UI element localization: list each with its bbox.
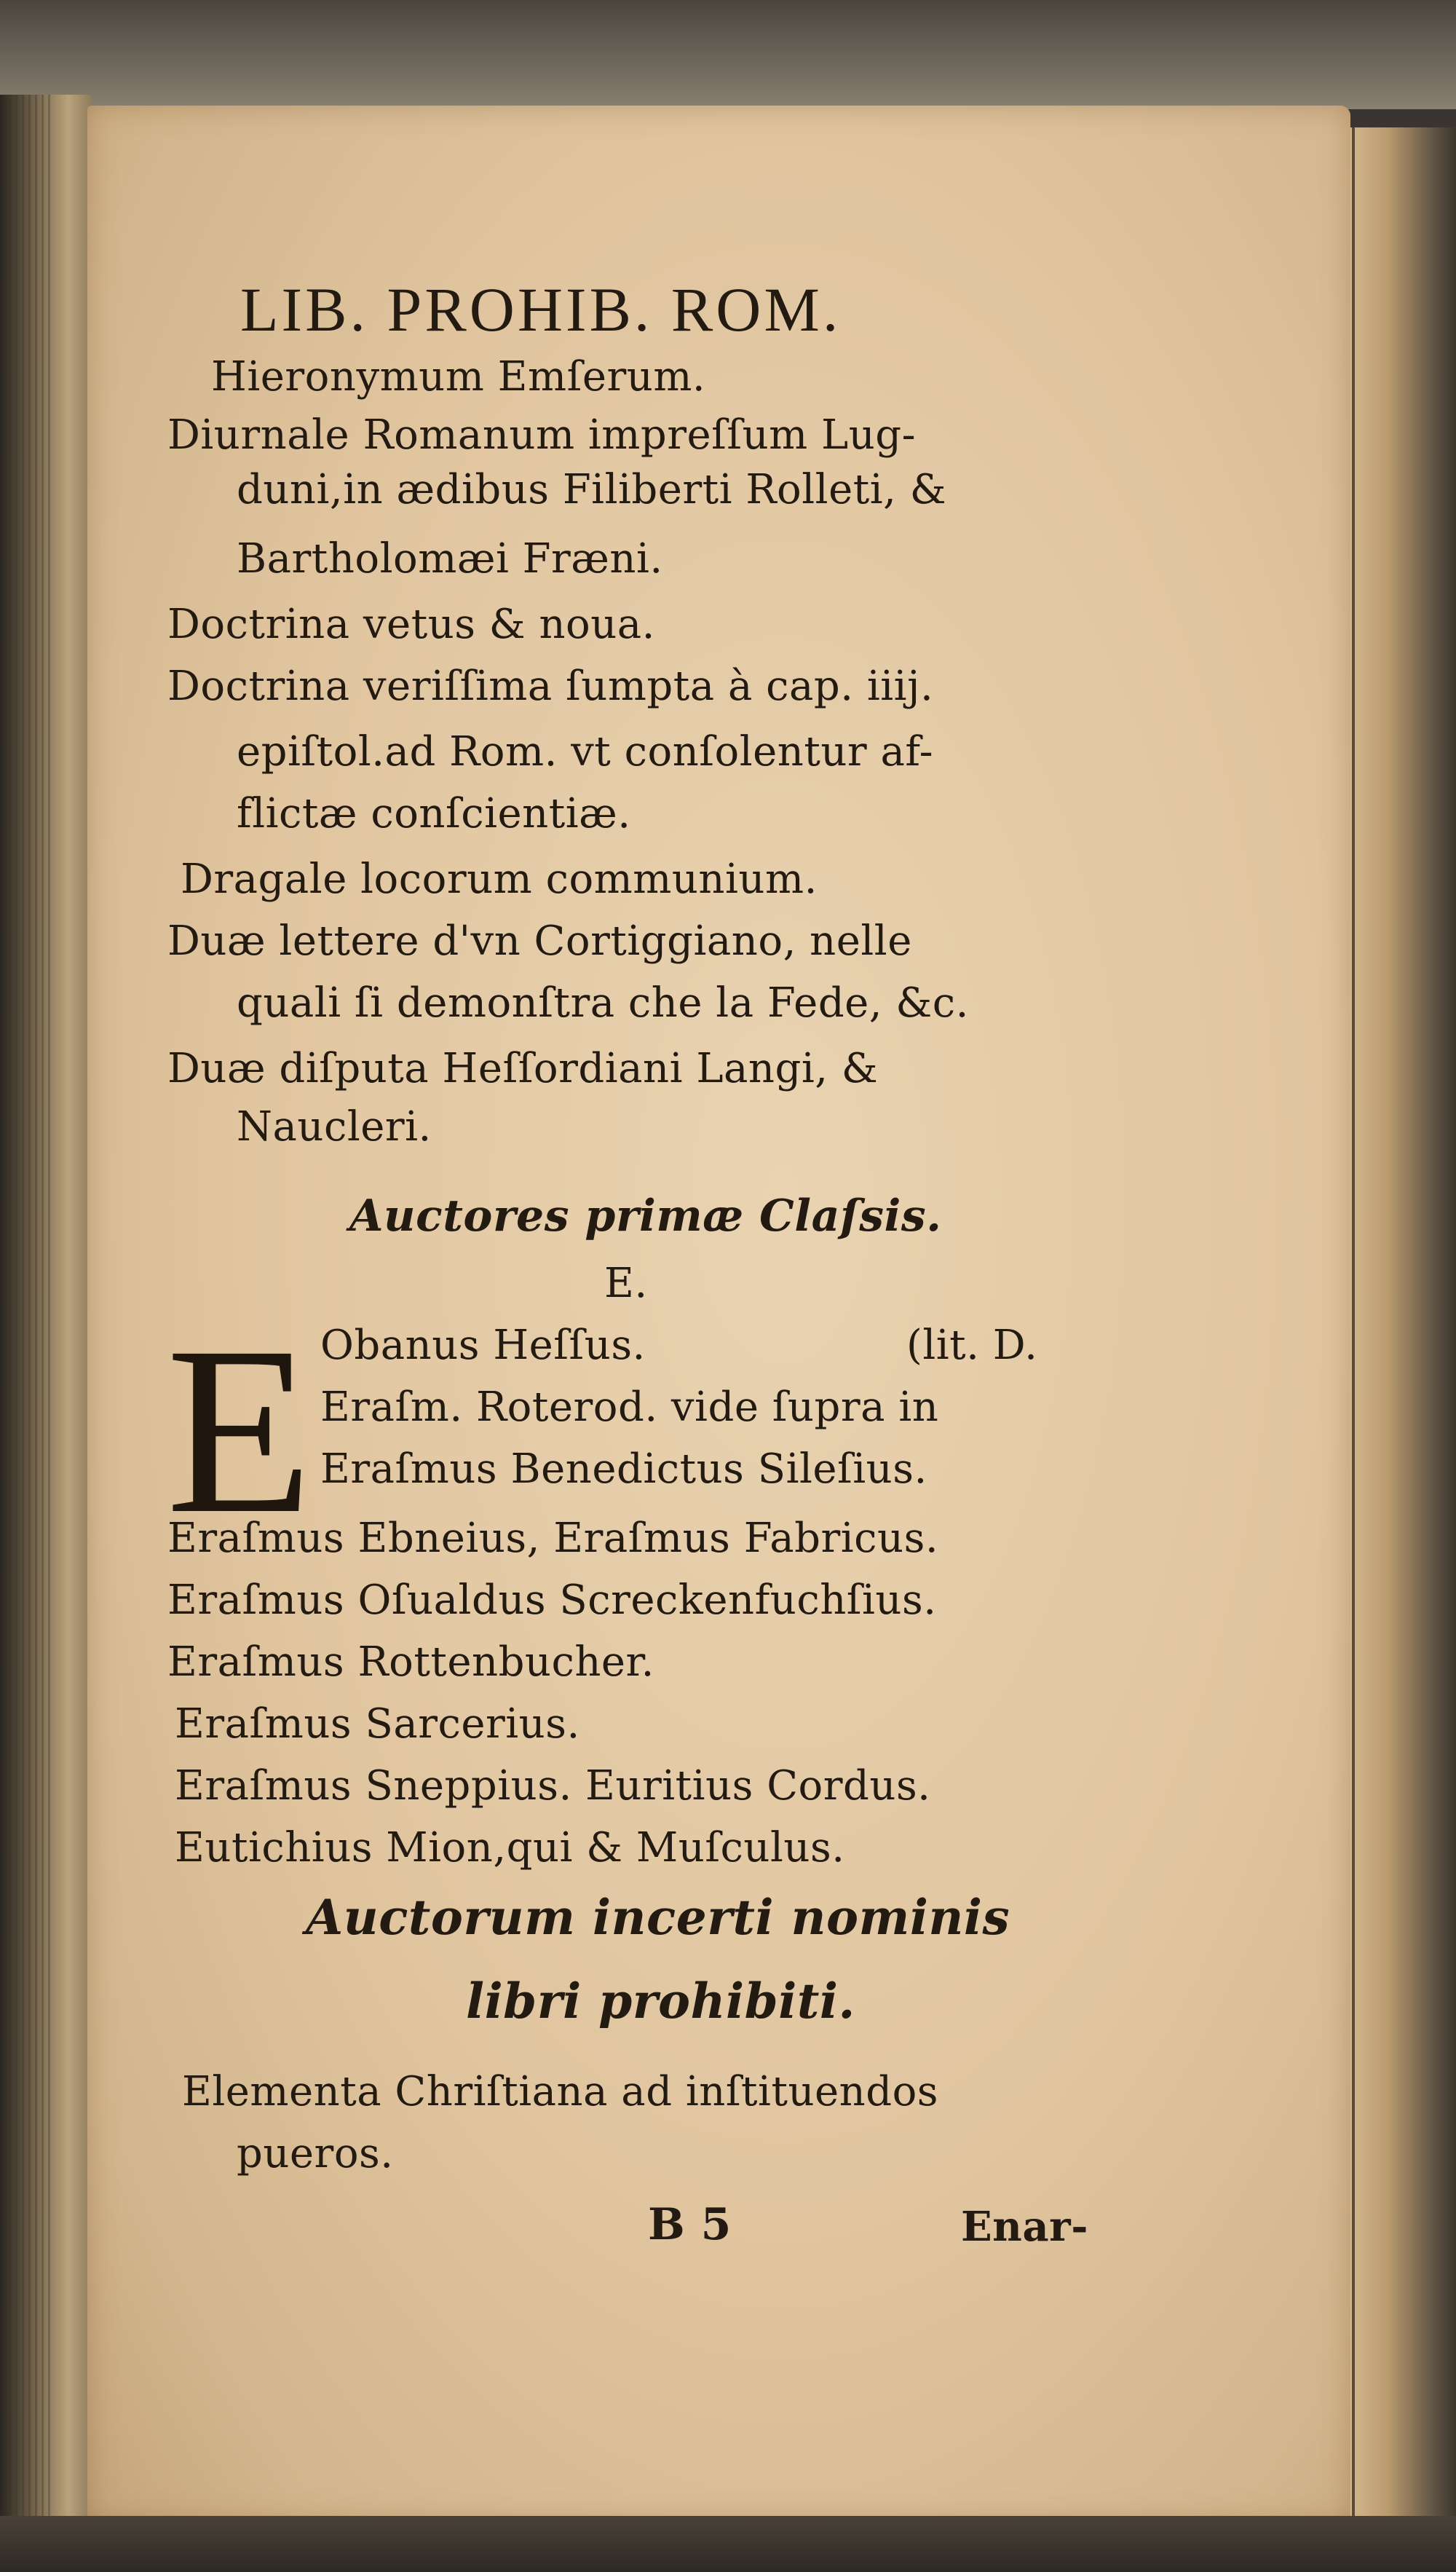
entry-line: Dragale locorum communium. [181, 856, 818, 903]
entry-line: Eraſmus Sarcerius. [175, 1700, 580, 1748]
entry-line: flictæ conſcientiæ. [237, 790, 631, 837]
entry-line: Duæ lettere d'vn Cortiggiano, nelle [167, 918, 912, 965]
cross-reference: (lit. D. [906, 1322, 1038, 1369]
entry-line: Doctrina veriſſima ſumpta à cap. iiij. [167, 663, 934, 710]
entry-line: Doctrina vetus & noua. [167, 601, 655, 648]
entry-line: Obanus Heſſus. [320, 1322, 646, 1369]
entry-line: Eraſmus Ebneius, Eraſmus Fabricus. [167, 1515, 939, 1562]
catchword: Enar- [961, 2203, 1088, 2251]
running-header: LIB. PROHIB. ROM. [240, 275, 842, 344]
section-heading: libri prohibiti. [466, 1973, 855, 2029]
entry-line: Eraſmus Sneppius. Euritius Cordus. [175, 1762, 931, 1810]
entry-line: Diurnale Romanum impreſſum Lug- [167, 411, 917, 459]
entry-line: pueros. [237, 2130, 394, 2177]
entry-line: epiſtol.ad Rom. vt conſolentur af- [237, 728, 933, 776]
entry-line: Naucleri. [237, 1103, 432, 1151]
section-letter: E. [604, 1260, 648, 1307]
entry-line: Eraſmus Benedictus Sileſius. [320, 1445, 927, 1493]
drop-cap: E [166, 1298, 313, 1563]
entry-line: Duæ diſputa Heſſordiani Langi, & [167, 1045, 879, 1092]
signature-mark: B 5 [648, 2199, 732, 2250]
section-heading: Auctores primæ Claſsis. [349, 1191, 942, 1242]
entry-line: Elementa Chriſtiana ad inſtituendos [182, 2068, 939, 2115]
entry-line: duni,in ædibus Filiberti Rolleti, & [237, 466, 947, 513]
entry-line: Eraſm. Roterod. vide ſupra in [320, 1384, 939, 1431]
section-heading: Auctorum incerti nominis [306, 1889, 1010, 1946]
entry-line: Hieronymum Emſerum. [211, 353, 706, 401]
entry-line: Bartholomæi Fræni. [237, 535, 663, 583]
entry-line: Eraſmus Oſualdus Screckenfuchſius. [167, 1577, 937, 1624]
entry-line: Eraſmus Rottenbucher. [167, 1638, 654, 1686]
entry-line: quali ſi demonſtra che la Fede, &c. [237, 979, 969, 1027]
entry-line: Eutichius Mion,qui & Muſculus. [175, 1824, 845, 1871]
